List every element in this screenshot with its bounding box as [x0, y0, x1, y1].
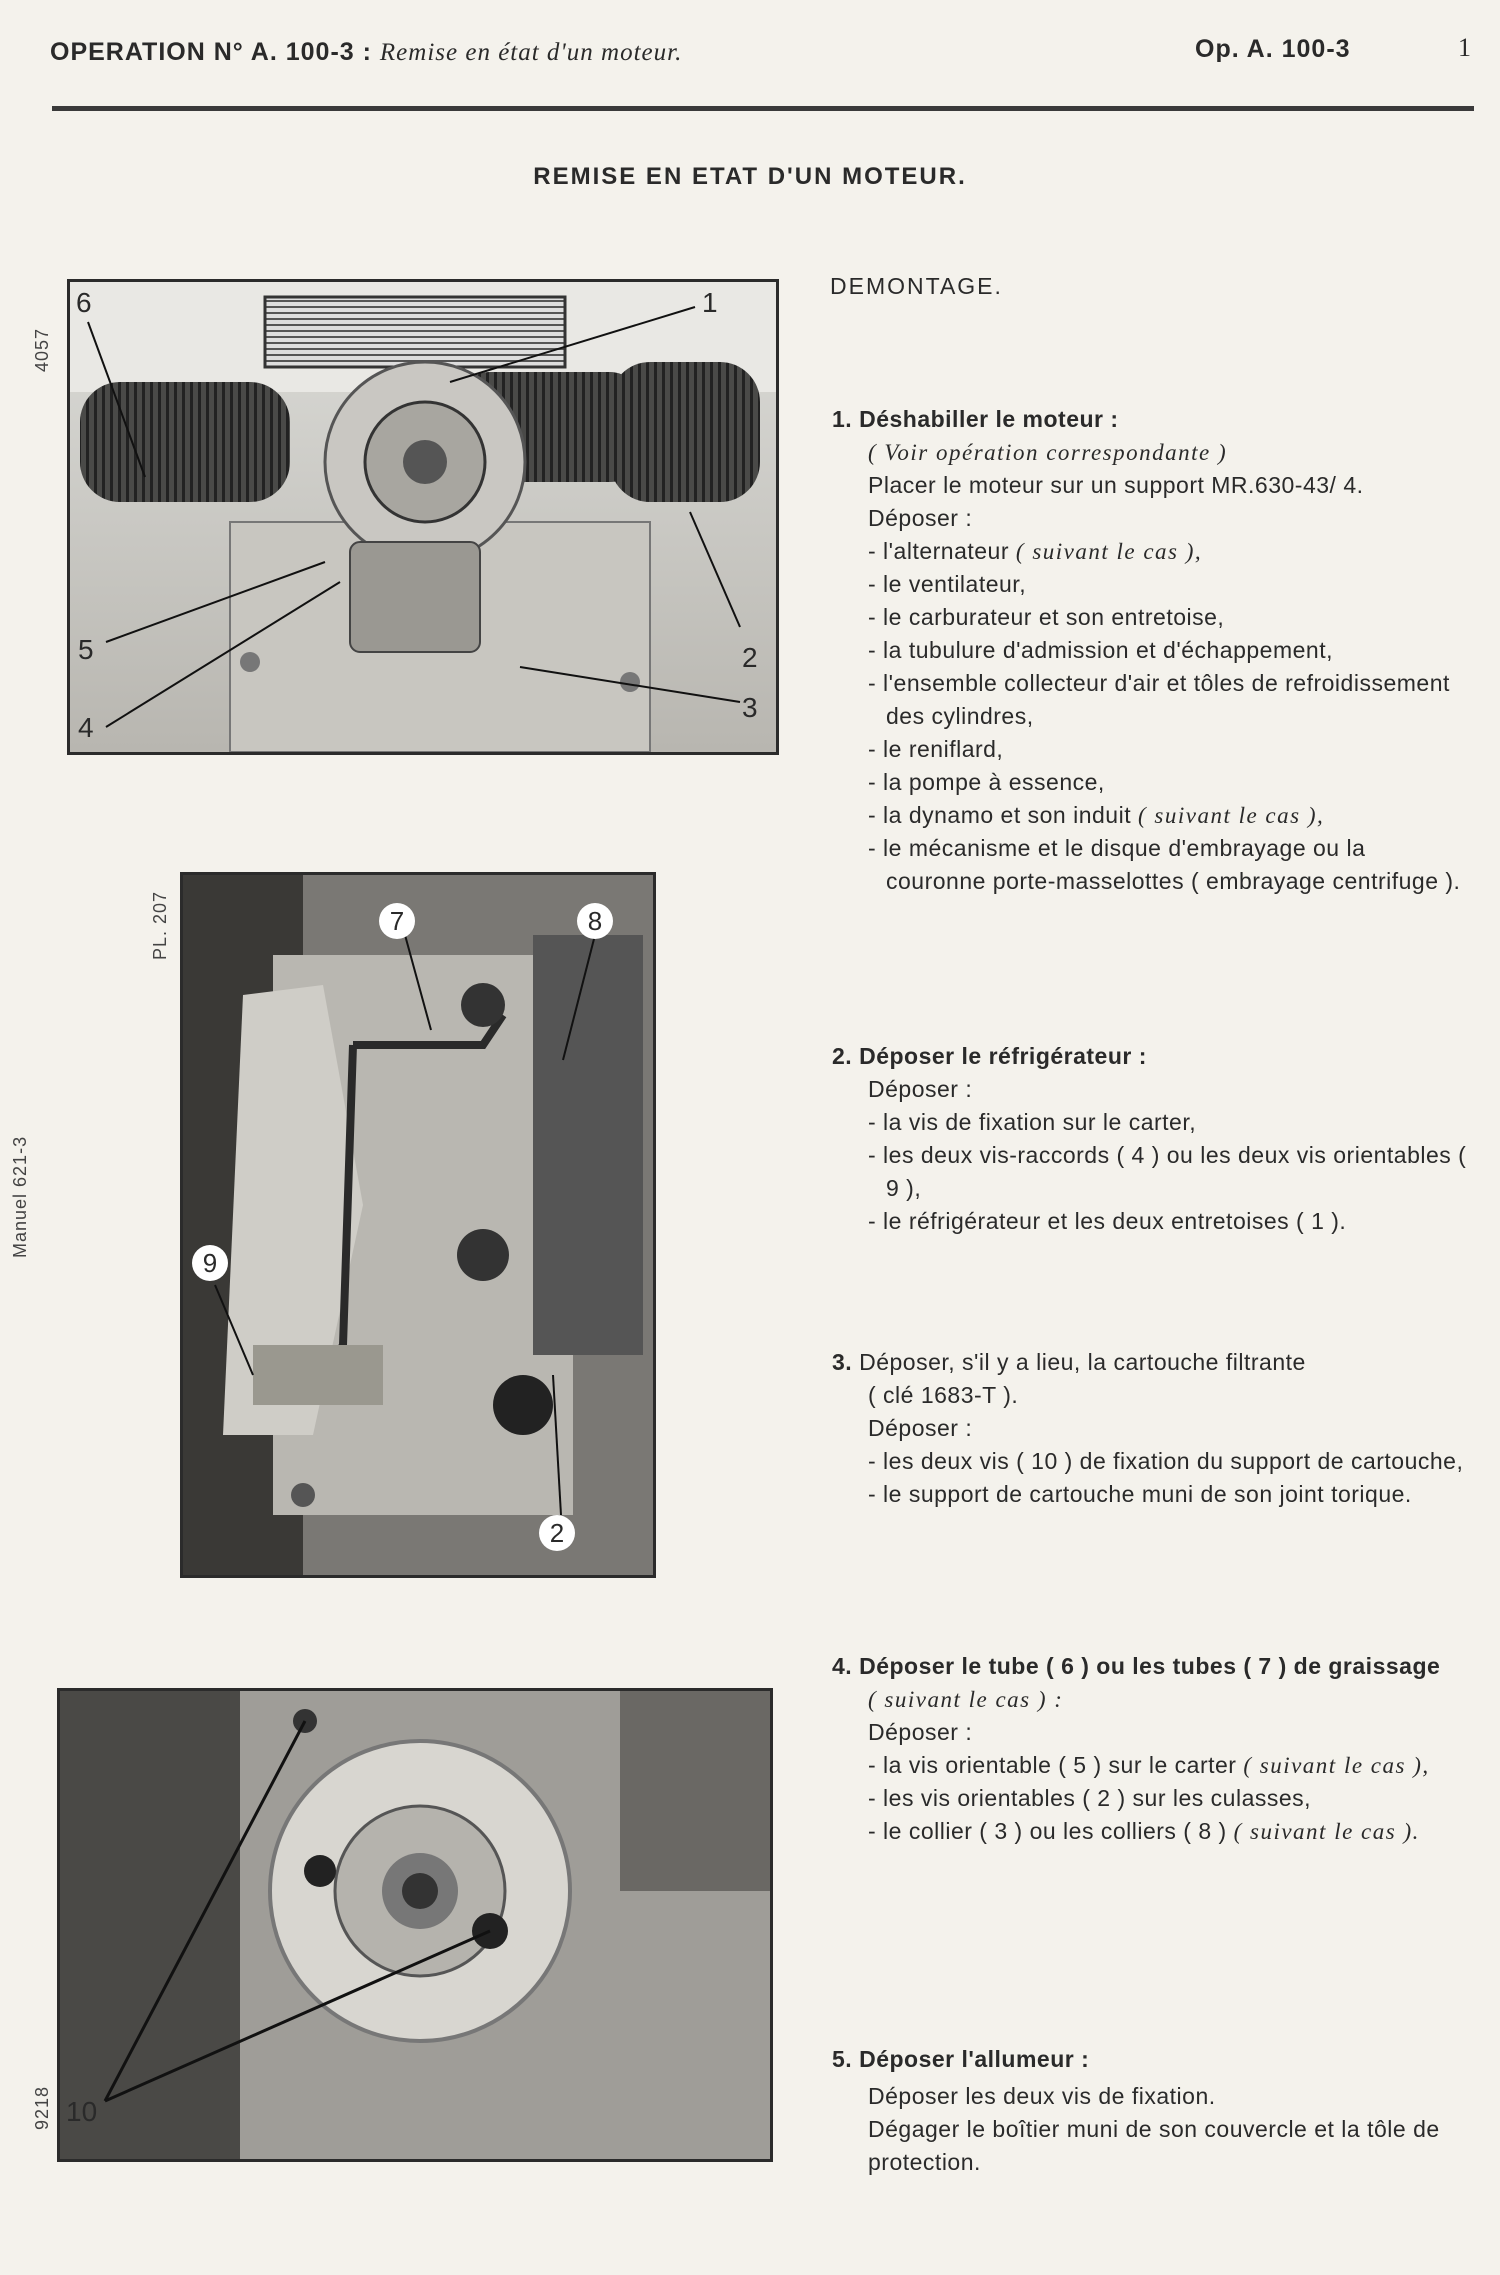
section-3: [832, 1346, 1482, 1511]
section-2: [832, 1040, 1472, 1238]
list-item: - la pompe à essence,: [868, 769, 1105, 795]
callout-3: 3: [742, 692, 758, 723]
page-number: 1: [1458, 33, 1471, 62]
section-1-line1: Placer le moteur sur un support MR.630-43/ 4.: [868, 472, 1364, 498]
list-item: - le support de cartouche muni de son joint torique.: [868, 1481, 1412, 1507]
figure-filter-support: [57, 1688, 773, 2162]
section-5-title: Déposer l'allumeur :: [859, 2046, 1090, 2072]
figure-oil-cooler: [180, 872, 656, 1578]
operation-subtitle: Remise en état d'un moteur.: [379, 39, 683, 66]
list-item: - le mécanisme et le disque d'embrayage ou la couronne porte-masselottes ( embrayage centrifuge ).: [868, 835, 1461, 894]
callout-2: 2: [539, 1515, 575, 1551]
section-3-line1: Déposer, s'il y a lieu, la cartouche filtrante: [859, 1349, 1306, 1375]
section-5-line2: Dégager le boîtier muni de son couvercle et la tôle de protection.: [868, 2116, 1440, 2175]
section-1-note: ( Voir opération correspondante ): [868, 440, 1228, 465]
figure-engine-overview: [67, 279, 779, 755]
page-title: REMISE EN ETAT D'UN MOTEUR.: [533, 163, 967, 190]
section-1: [832, 403, 1472, 898]
section-4-note: ( suivant le cas ) :: [868, 1687, 1064, 1712]
section-2-line1: Déposer :: [868, 1076, 973, 1102]
section-2-num: 2.: [832, 1043, 853, 1069]
list-item: - les deux vis-raccords ( 4 ) ou les deux vis orientables ( 9 ),: [868, 1142, 1467, 1201]
fig1-code: 4057: [32, 327, 52, 372]
callout-8: 8: [577, 903, 613, 939]
list-item: - la vis de fixation sur le carter,: [868, 1109, 1197, 1135]
section-2-title: Déposer le réfrigérateur :: [859, 1043, 1147, 1069]
list-item: - la dynamo et son induit ( suivant le cas ),: [868, 802, 1325, 828]
callout-4: 4: [78, 712, 94, 743]
list-item: - le ventilateur,: [868, 571, 1027, 597]
list-item: - la tubulure d'admission et d'échappement,: [868, 637, 1333, 663]
callout-6: 6: [76, 287, 92, 318]
fig3-code: 9218: [32, 2085, 52, 2130]
section-1-title: Déshabiller le moteur :: [859, 406, 1119, 432]
section-3-line3: Déposer :: [868, 1415, 973, 1441]
section-4: [832, 1650, 1482, 1848]
section-1-num: 1.: [832, 406, 853, 432]
section-3-num: 3.: [832, 1349, 853, 1375]
section-4-line1: Déposer :: [868, 1719, 973, 1745]
callout-9: 9: [192, 1245, 228, 1281]
list-item: - les vis orientables ( 2 ) sur les culasses,: [868, 1785, 1312, 1811]
list-item: - le carburateur et son entretoise,: [868, 604, 1225, 630]
section-5: [832, 2043, 1482, 2179]
section-5-line1: Déposer les deux vis de fixation.: [868, 2083, 1216, 2109]
demontage-heading: DEMONTAGE.: [830, 273, 1003, 299]
operation-prefix: OPERATION N° A. 100-3 :: [50, 38, 372, 66]
list-item: - le collier ( 3 ) ou les colliers ( 8 ) ( suivant le cas ).: [868, 1818, 1420, 1844]
fig2-code: PL. 207: [150, 890, 170, 960]
manual-code: Manuel 621-3: [10, 1135, 30, 1258]
list-item: - l'alternateur ( suivant le cas ),: [868, 538, 1203, 564]
section-5-num: 5.: [832, 2046, 853, 2072]
callout-2: 2: [742, 642, 758, 673]
header-rule: [52, 106, 1474, 111]
section-4-num: 4.: [832, 1653, 853, 1679]
callout-7: 7: [379, 903, 415, 939]
section-3-line2: ( clé 1683-T ).: [868, 1382, 1019, 1408]
section-1-line2: Déposer :: [868, 505, 973, 531]
list-item: - les deux vis ( 10 ) de fixation du support de cartouche,: [868, 1448, 1464, 1474]
callout-5: 5: [78, 634, 94, 665]
list-item: - le réfrigérateur et les deux entretoises ( 1 ).: [868, 1208, 1347, 1234]
callout-1: 1: [702, 287, 718, 318]
list-item: - la vis orientable ( 5 ) sur le carter ( suivant le cas ),: [868, 1752, 1430, 1778]
op-reference: Op. A. 100-3: [1195, 35, 1351, 63]
callout-10: 10: [66, 2096, 98, 2127]
list-item: - le reniflard,: [868, 736, 1004, 762]
operation-header: [50, 38, 682, 67]
list-item: - l'ensemble collecteur d'air et tôles de refroidissement des cylindres,: [868, 670, 1450, 729]
section-4-title: Déposer le tube ( 6 ) ou les tubes ( 7 ) de graissage: [859, 1653, 1441, 1679]
